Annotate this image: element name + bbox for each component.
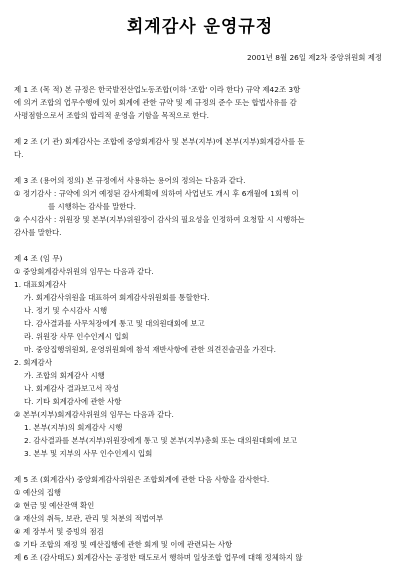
article-4-clause-1: ① 중앙회계감사위원의 임무는 다음과 같다. [14, 267, 154, 276]
article-2-line-1: 제 2 조 (기 관) 회계감사는 조합에 중앙회계감사 및 본부(지부)에 본부(지부)회계감사를 둔 [14, 137, 305, 146]
article-4-sub-2-da: 다. 기타 회계감사에 관한 사항 [24, 397, 122, 406]
article-4-sub-1-ra: 라. 위원장 사무 인수인계시 입회 [24, 332, 129, 341]
article-5-heading: 제 5 조 (회계감사) 중앙회계감사위원은 조합회계에 관한 다음 사항을 감사한다. [14, 475, 270, 484]
article-4-clause-2-item-2: 2. 감사결과를 본부(지부)위원장에게 통고 및 본부(지부)총회 또는 대의원대회에 보고 [24, 436, 297, 445]
enactment-date: 2001년 8월 26일 제2차 중앙위원회 제정 [246, 53, 382, 62]
article-4-heading: 제 4 조 (임 무) [14, 254, 63, 263]
article-4-sub-1-na: 나. 정기 및 수시감사 시행 [24, 306, 108, 315]
document-title: 회계감사 운영규정 [126, 17, 274, 37]
article-4-sub-1-ma: 마. 중앙집행위원회, 운영위원회에 참석 재반사항에 관한 의견진술권을 가진다. [24, 345, 276, 354]
article-3-item-2-cont: 감사를 말한다. [14, 228, 62, 237]
article-4-sub-1-ga: 가. 회계감사위원을 대표하여 회계감사위원회를 통할한다. [24, 293, 210, 302]
article-1-line-2: 에 의거 조합의 업무수행에 있어 회계에 관한 규약 및 제 규정의 준수 또는 합법사유를 감 [14, 98, 297, 107]
article-3-item-1: ① 정기감사 : 규약에 의거 예정된 감사계획에 의하여 사업년도 개시 후 6개월에 1회씩 이 [14, 189, 299, 198]
article-4-sub-1-da: 다. 감사결과를 사무처장에게 통고 및 대의원대회에 보고 [24, 319, 205, 328]
article-4-sub-1: 1. 대표회계감사 [14, 280, 67, 289]
article-5-item-3: ③ 재산의 취득, 보관, 관리 및 처분의 적법여부 [14, 514, 164, 523]
article-3-heading: 제 3 조 (용어의 정의) 본 규정에서 사용하는 용어의 정의는 다음과 같다. [14, 176, 246, 185]
article-1-line-1: 제 1 조 (목 적) 본 규정은 한국발전산업노동조합(이하 '조합' 이라 한다) 규약 제42조 3항 [14, 85, 301, 94]
article-4-clause-2-item-1: 1. 본부(지부)의 회계감사 시행 [24, 423, 123, 432]
article-5-item-2: ② 현금 및 예산잔액 확인 [14, 501, 95, 510]
article-5-item-1: ① 예산의 집행 [14, 488, 62, 497]
article-2-line-2: 다. [14, 150, 24, 159]
article-5-item-4: ④ 제 장부서 및 증빙의 점검 [14, 527, 104, 536]
article-4-clause-2-item-3: 3. 본부 및 지부의 사무 인수인계시 입회 [24, 449, 153, 458]
article-5-item-5: ⑤ 기타 조합의 재정 및 예산집행에 관한 회계 및 이에 관련되는 사항 [14, 540, 233, 549]
article-3-item-2: ② 수시감사 : 위원장 및 본부(지부)위원장이 감사의 필요성을 인정하여 요청할 시 시행하는 [14, 215, 305, 224]
article-4-sub-2-ga: 가. 조합의 회계감사 시행 [24, 371, 105, 380]
article-4-sub-2: 2. 회계감사 [14, 358, 52, 367]
article-3-item-1-cont: 를 시행하는 감사를 말한다. [48, 202, 136, 211]
article-6-line-1: 제 6 조 (감사태도) 회계감사는 공정한 태도로서 행하며 일상조합 업무에 대해 정체하지 않 [14, 553, 303, 562]
article-4-sub-2-na: 나. 회계감사 결과보고서 작성 [24, 384, 120, 393]
article-4-clause-2: ② 본부(지부)회계감사위원의 임무는 다음과 같다. [14, 410, 174, 419]
article-1-line-3: 사평점함으로서 조합의 합리적 운영을 기함을 목적으로 한다. [14, 111, 209, 120]
